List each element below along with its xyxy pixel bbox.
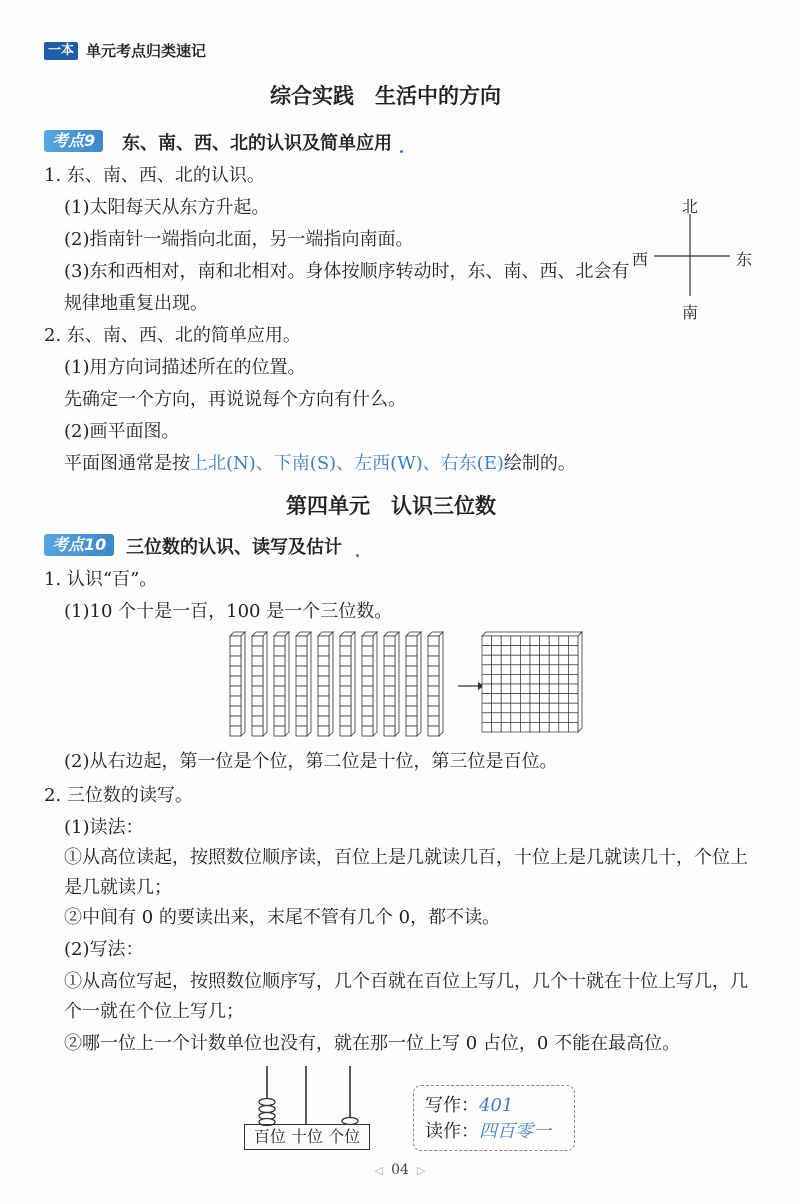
decor-dot [400, 150, 403, 153]
ten-rod [252, 632, 267, 736]
kp10-line-11: 个一就在个位上写几； [64, 1001, 244, 1022]
compass-south: 南 [682, 303, 699, 322]
compass-east: 东 [736, 250, 753, 269]
plan-suffix: 绘制的。 [503, 453, 576, 474]
ten-rod [318, 632, 333, 736]
brand-badge: 一本 [44, 42, 78, 60]
write-value: 401 [479, 1095, 514, 1116]
ten-rod [362, 632, 377, 736]
ten-rod [340, 632, 355, 736]
read-value: 四百零一 [479, 1121, 551, 1142]
read-label: 读作： [425, 1121, 479, 1142]
hundred-flat [482, 632, 582, 732]
ten-rod [296, 632, 311, 736]
kp9-line-2: (1)太阳每天从东方升起。 [64, 197, 270, 218]
compass-west: 西 [632, 250, 649, 269]
write-row [425, 1094, 513, 1118]
kp10-title: 三位数的认识、读写及估计 [126, 537, 342, 558]
ten-rod [428, 632, 443, 736]
kp9-line-1: 1. 东、南、西、北的认识。 [44, 165, 265, 186]
kp10-line-1: 1. 认识“百”。 [44, 569, 158, 590]
plan-directions: 上北(N)、下南(S)、左西(W)、右东(E) [190, 453, 504, 474]
page-number [0, 1162, 800, 1178]
section-title-practice: 综合实践 生活中的方向 [270, 84, 501, 108]
abacus-illustration [240, 1064, 380, 1126]
kp9-line-7: (1)用方向词描述所在的位置。 [64, 357, 306, 378]
ten-rod [384, 632, 399, 736]
kp10-line-7: 是几就读几； [64, 877, 172, 898]
kp9-line-9: (2)画平面图。 [64, 421, 180, 442]
kp10-line-12: ②哪一位上一个计数单位也没有，就在那一位上写 0 占位，0 不能在最高位。 [64, 1033, 681, 1054]
write-label: 写作： [425, 1095, 479, 1116]
kp10-line-10: ①从高位写起，按照数位顺序写，几个百就在百位上写几，几个十就在十位上写几，几 [64, 971, 748, 992]
kp10-line-3: (2)从右边起，第一位是个位，第二位是十位，第三位是百位。 [64, 751, 558, 772]
kp9-line-3: (2)指南针一端指向北面，另一端指向南面。 [64, 229, 414, 250]
prev-arrow-icon: ◁ [374, 1164, 384, 1177]
decor-dot [356, 554, 359, 557]
kp9-line-6: 2. 东、南、西、北的简单应用。 [44, 325, 301, 346]
next-arrow-icon: ▷ [416, 1164, 426, 1177]
kp9-plan-line [64, 452, 576, 476]
kp9-badge: 考点9 [44, 130, 103, 152]
kp9-line-8: 先确定一个方向，再说说每个方向有什么。 [64, 389, 406, 410]
kp10-line-6: ①从高位读起，按照数位顺序读，百位上是几就读几百，十位上是几就读几十，个位上 [64, 847, 748, 868]
hundred-blocks-illustration [226, 628, 586, 744]
abacus-place-labels: 百位 十位 个位 [244, 1124, 370, 1150]
compass-north: 北 [682, 197, 699, 216]
kp10-line-2: (1)10 个十是一百，100 是一个三位数。 [64, 601, 393, 622]
header-title: 单元考点归类速记 [86, 42, 207, 60]
kp9-line-5: 规律地重复出现。 [64, 293, 208, 314]
kp10-badge: 考点10 [44, 534, 114, 556]
section-title-unit4: 第四单元 认识三位数 [286, 494, 496, 518]
kp9-line-4: (3)东和西相对，南和北相对。身体按顺序转动时，东、南、西、北会有 [64, 261, 630, 282]
ten-rod [274, 632, 289, 736]
page-number-text: 04 [391, 1162, 409, 1178]
kp9-title: 东、南、西、北的认识及简单应用 [122, 133, 392, 154]
ten-rod [230, 632, 245, 736]
kp10-line-4: 2. 三位数的读写。 [44, 785, 193, 806]
read-row [425, 1120, 551, 1144]
ten-rod [406, 632, 421, 736]
plan-prefix: 平面图通常是按 [64, 453, 190, 474]
kp10-line-5: (1)读法： [64, 817, 144, 838]
kp10-line-8: ②中间有 0 的要读出来，末尾不管有几个 0，都不读。 [64, 907, 501, 928]
kp10-line-9: (2)写法： [64, 939, 144, 960]
